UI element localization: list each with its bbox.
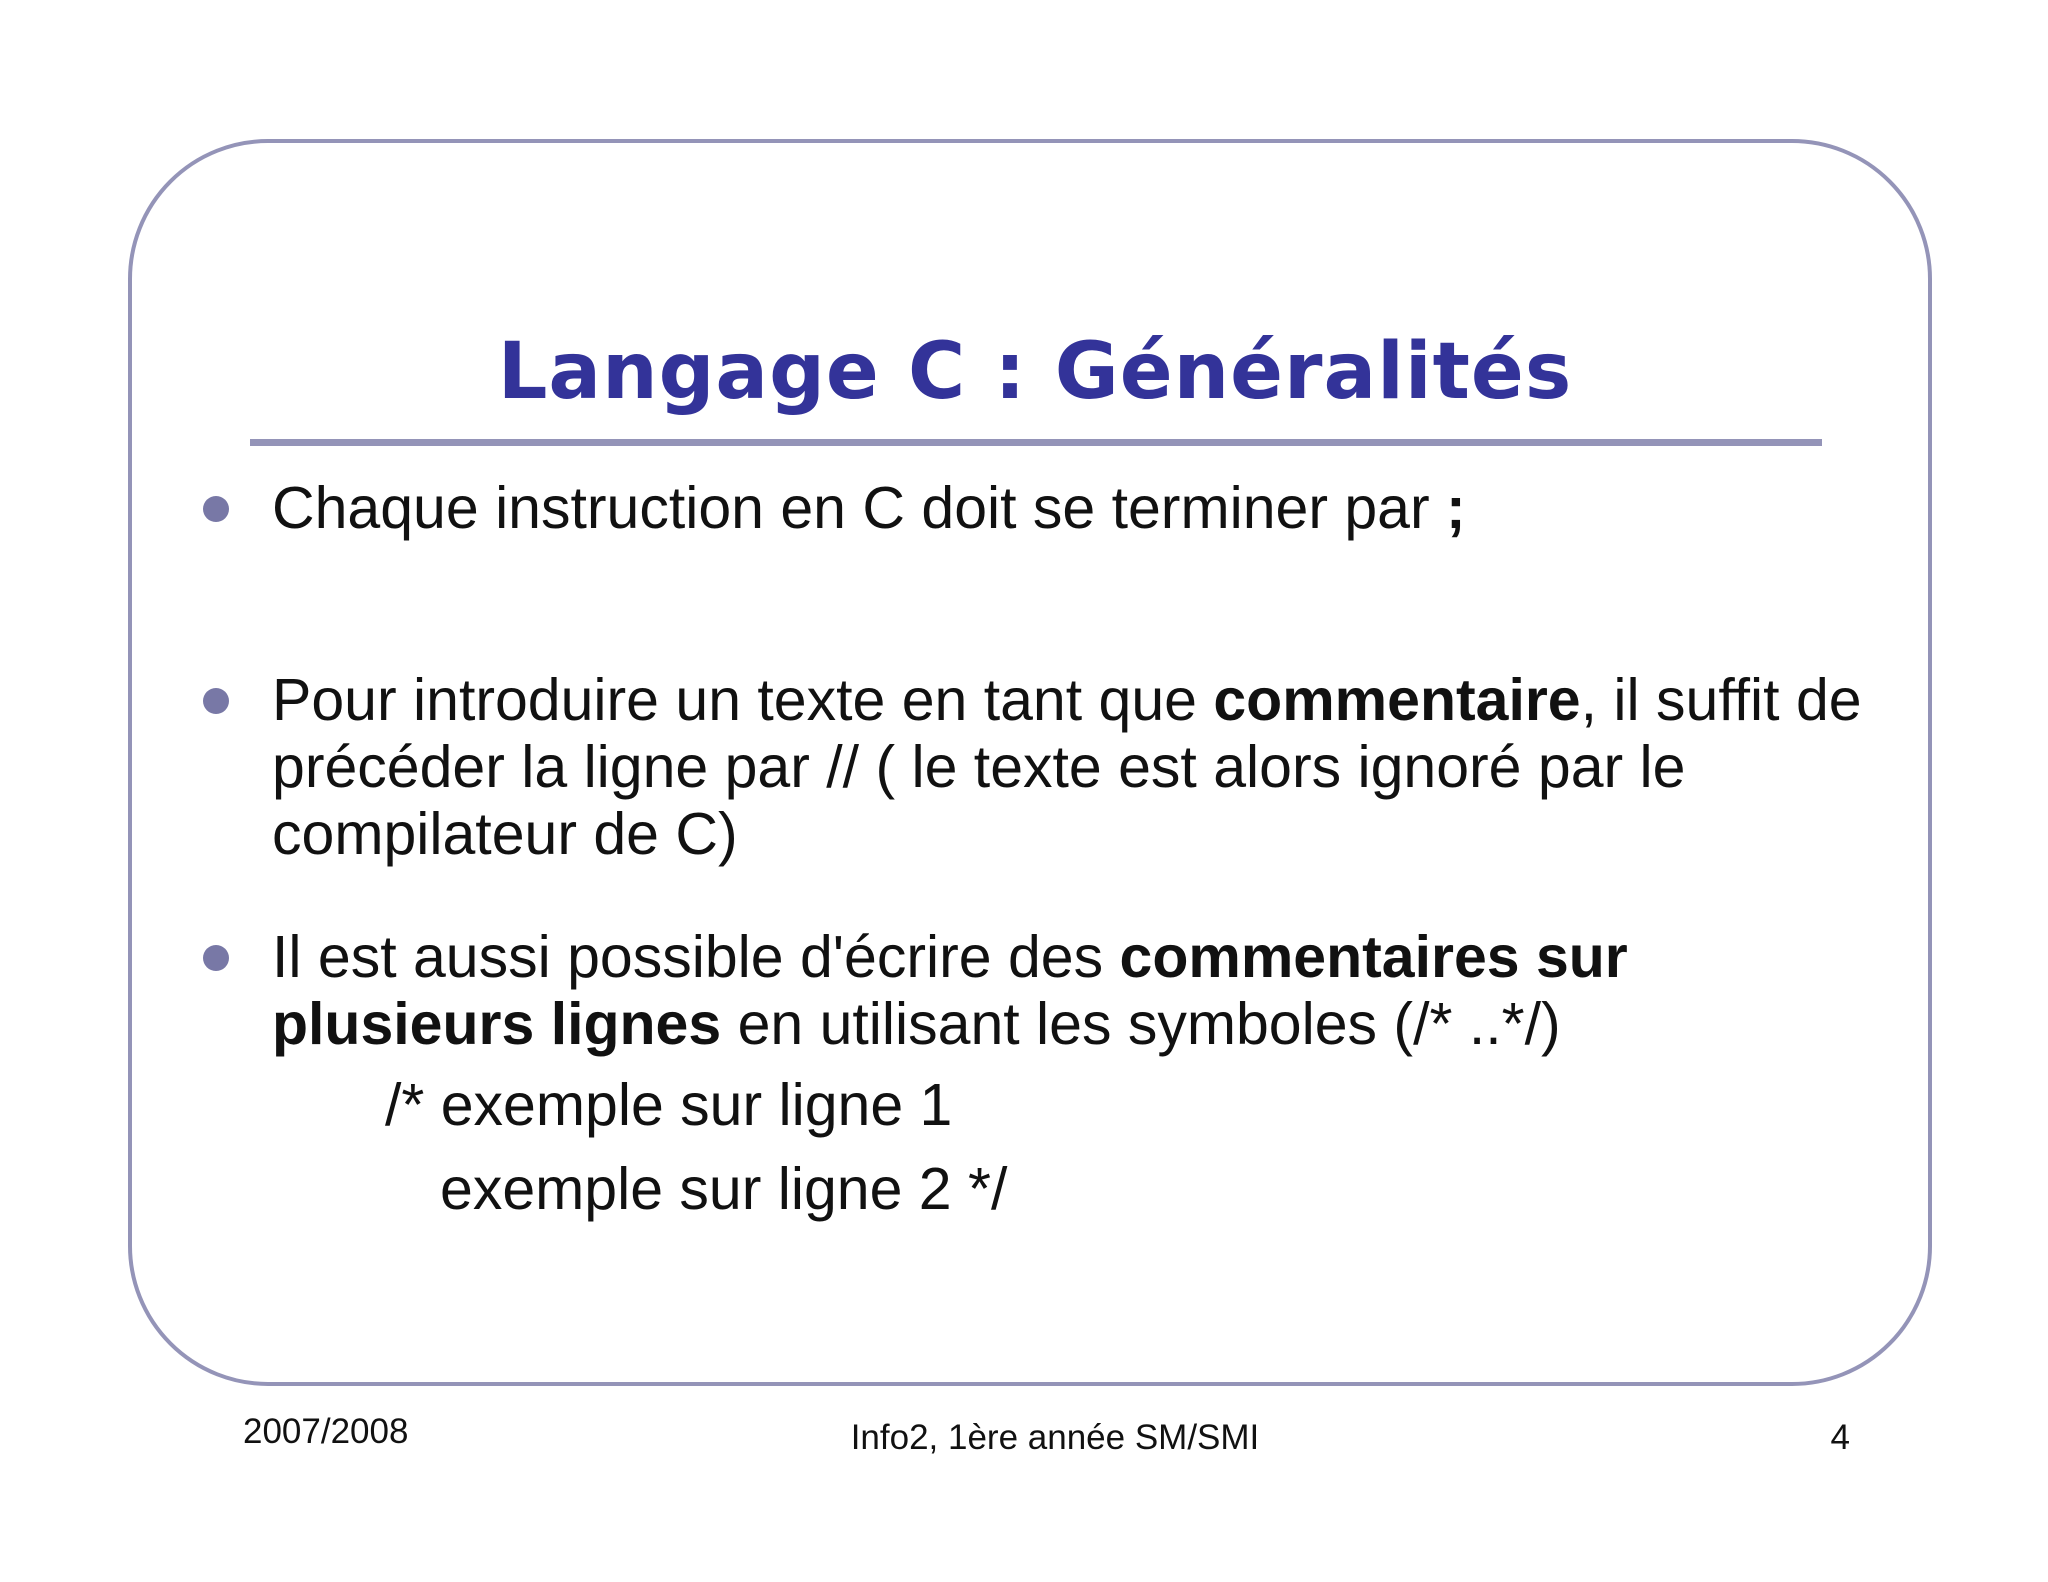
footer-course: Info2, 1ère année SM/SMI (850, 1418, 1260, 1457)
bullet-2-bold-commentaire: commentaire (1213, 667, 1581, 733)
bullet-2-part-3: , il suffit de précéder la ligne par // ( le texte est alors ignoré par le compilateur de C) (272, 667, 1862, 867)
title-underline (250, 439, 1822, 446)
slide-title: Langage C : Généralités (497, 327, 1573, 417)
bullet-1-part-1: Chaque instruction en C doit se terminer par (272, 475, 1447, 541)
bullet-2-part-1: Pour introduire un texte en tant que (272, 667, 1214, 733)
bullet-dot-icon (203, 496, 229, 522)
bullet-3-bold-multiline: commentaires sur plusieurs lignes (272, 924, 1628, 1057)
bullet-3-part-1: Il est aussi possible d'écrire des (272, 924, 1120, 990)
bullet-3-text (272, 924, 1832, 1058)
bullet-3-part-3: en utilisant les symboles (/* ..*/) (721, 991, 1561, 1057)
example-line-2: exemple sur ligne 2 */ (440, 1156, 1008, 1222)
bullet-2-text (272, 667, 1902, 868)
footer-page-number: 4 (1830, 1418, 1850, 1457)
bullet-dot-icon (203, 945, 229, 971)
bullet-dot-icon (203, 688, 229, 714)
example-line-1: /* exemple sur ligne 1 (385, 1072, 953, 1138)
footer-year: 2007/2008 (243, 1412, 409, 1451)
bullet-1-semicolon: ; (1446, 475, 1466, 541)
bullet-1-text (272, 475, 1872, 542)
